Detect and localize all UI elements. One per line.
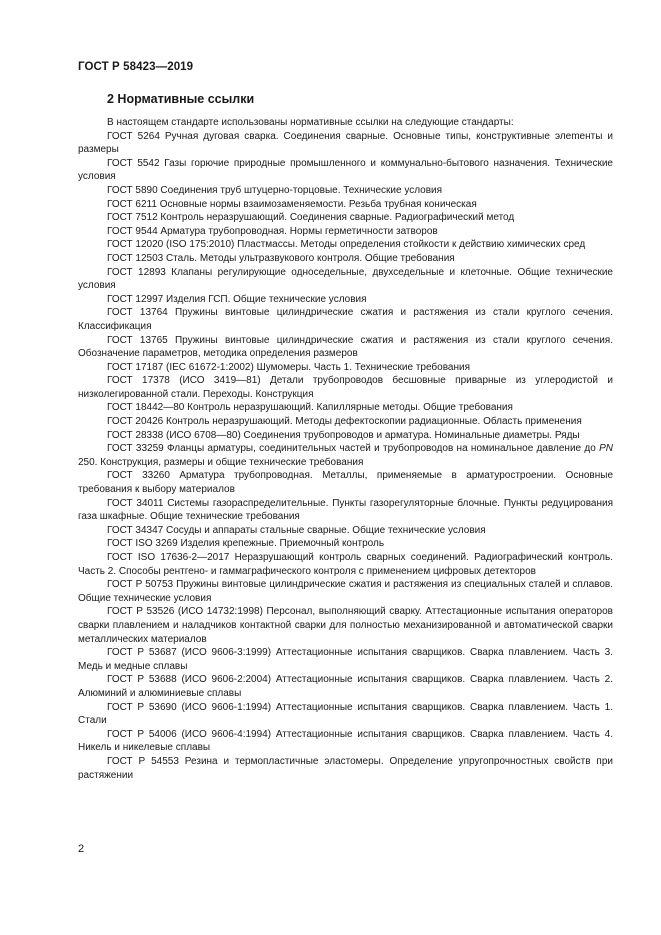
reference-item: ГОСТ Р 50753 Пружины винтовые цилиндрические сжатия и растяжения из специальных сталей и сплавов. Общие технические условия [78, 579, 613, 604]
intro-paragraph: В настоящем стандарте использованы нормативные ссылки на следующие стандарты: [107, 117, 514, 128]
references-list [78, 130, 613, 783]
reference-item: ГОСТ 6211 Основные нормы взаимозаменяемости. Резьба трубная коническая [107, 198, 477, 210]
reference-item: ГОСТ Р 53526 (ИСО 14732:1998) Персонал, выполняющий сварку. Аттестационные испытания операторов сварки плавлением и наладчиков контактной сварки для полностью механизированной и автоматической сварки металлических материалов [78, 606, 613, 645]
section-title: 2 Нормативные ссылки [107, 92, 255, 106]
reference-item: ГОСТ 12020 (ISO 175:2010) Пластмассы. Методы определения стойкости к действию химических сред [107, 239, 586, 251]
reference-item: ГОСТ 33260 Арматура трубопроводная. Металлы, применяемые в арматуростроении. Основные требования к выбору материалов [78, 470, 613, 496]
document-header: ГОСТ Р 58423—2019 [78, 61, 194, 73]
reference-item: ГОСТ 13764 Пружины винтовые цилиндрические сжатия и растяжения из стали круглого сечения. Классификация [78, 307, 613, 332]
reference-item: ГОСТ 12997 Изделия ГСП. Общие технические условия [107, 293, 367, 305]
reference-item: ГОСТ 5890 Соединения труб штуцерно-торцовые. Технические условия [107, 184, 443, 196]
reference-item: ГОСТ Р 53687 (ИСО 9606-3:1999) Аттестационные испытания сварщиков. Сварка плавлением. Часть 3. Медь и медные сплавы [78, 647, 613, 672]
reference-item: ГОСТ 7512 Контроль неразрушающий. Соединения сварные. Радиографический метод [107, 212, 515, 224]
reference-item: ГОСТ Р 53690 (ИСО 9606-1:1994) Аттестационные испытания сварщиков. Сварка плавлением. Часть 1. Стали [78, 701, 613, 727]
reference-item: ГОСТ 33259 Фланцы арматуры, соединительных частей и трубопроводов на номинальное давление до PN 250. Конструкция, размеры и общие технические требования [78, 443, 613, 468]
reference-item: ГОСТ ISO 3269 Изделия крепежные. Приемочный контроль [107, 538, 385, 550]
reference-item: ГОСТ 9544 Арматура трубопроводная. Нормы герметичности затворов [107, 225, 438, 237]
reference-item: ГОСТ 13765 Пружины винтовые цилиндрические сжатия и растяжения из стали круглого сечения. Обозначение параметров, методика определения размеров [78, 334, 613, 360]
reference-item: ГОСТ Р 53688 (ИСО 9606-2:2004) Аттестационные испытания сварщиков. Сварка плавлением. Часть 2. Алюминий и алюминиевые сплавы [78, 674, 613, 699]
reference-item: ГОСТ 17187 (IEC 61672-1:2002) Шумомеры. Часть 1. Технические требования [107, 361, 470, 373]
reference-item: ГОСТ 20426 Контроль неразрушающий. Методы дефектоскопии радиационные. Область применения [107, 416, 582, 428]
reference-item: ГОСТ 5264 Ручная дуговая сварка. Соединения сварные. Основные типы, конструктивные элеmенты и размеры [78, 130, 613, 156]
reference-item: ГОСТ 18442—80 Контроль неразрушающий. Капиллярные методы. Общие требования [107, 402, 513, 414]
reference-item: ГОСТ 17378 (ИСО 3419—81) Детали трубопроводов бесшовные приварные из углеродистой и низколегированной стали. Переходы. Конструкция [78, 375, 613, 400]
page-number: 2 [78, 843, 85, 855]
reference-item: ГОСТ 5542 Газы горючие природные промышленного и коммунально-бытового назначения. Технические условия [78, 157, 613, 183]
reference-item: ГОСТ 34011 Системы газораспределительные. Пункты газорегуляторные блочные. Пункты редуцирования газа шкафные. Общие технические требования [78, 497, 613, 523]
references-body [78, 116, 613, 782]
reference-item: ГОСТ 12503 Сталь. Методы ультразвукового контроля. Общие требования [107, 252, 455, 264]
reference-item: ГОСТ 12893 Клапаны регулирующие односедельные, двухседельные и клеточные. Общие технические условия [78, 266, 613, 292]
reference-item: ГОСТ 28338 (ИСО 6708—80) Соединения трубопроводов и арматура. Номинальные диаметры. Ряды [107, 429, 580, 441]
reference-item: ГОСТ ISO 17636-2—2017 Неразрушающий контроль сварных соединений. Радиографический контроль. Часть 2. Способы рентгено- и гаммаграфического контроля с применением цифровых детекторов [78, 552, 613, 577]
reference-item: ГОСТ Р 54006 (ИСО 9606-4:1994) Аттестационные испытания сварщиков. Сварка плавлением. Часть 4. Никель и никелевые сплавы [78, 728, 613, 754]
reference-item: ГОСТ 34347 Сосуды и аппараты стальные сварные. Общие технические условия [107, 524, 486, 536]
reference-item: ГОСТ Р 54553 Резина и термопластичные эластомеры. Определение упругопрочностных свойств при растяжении [78, 755, 613, 781]
